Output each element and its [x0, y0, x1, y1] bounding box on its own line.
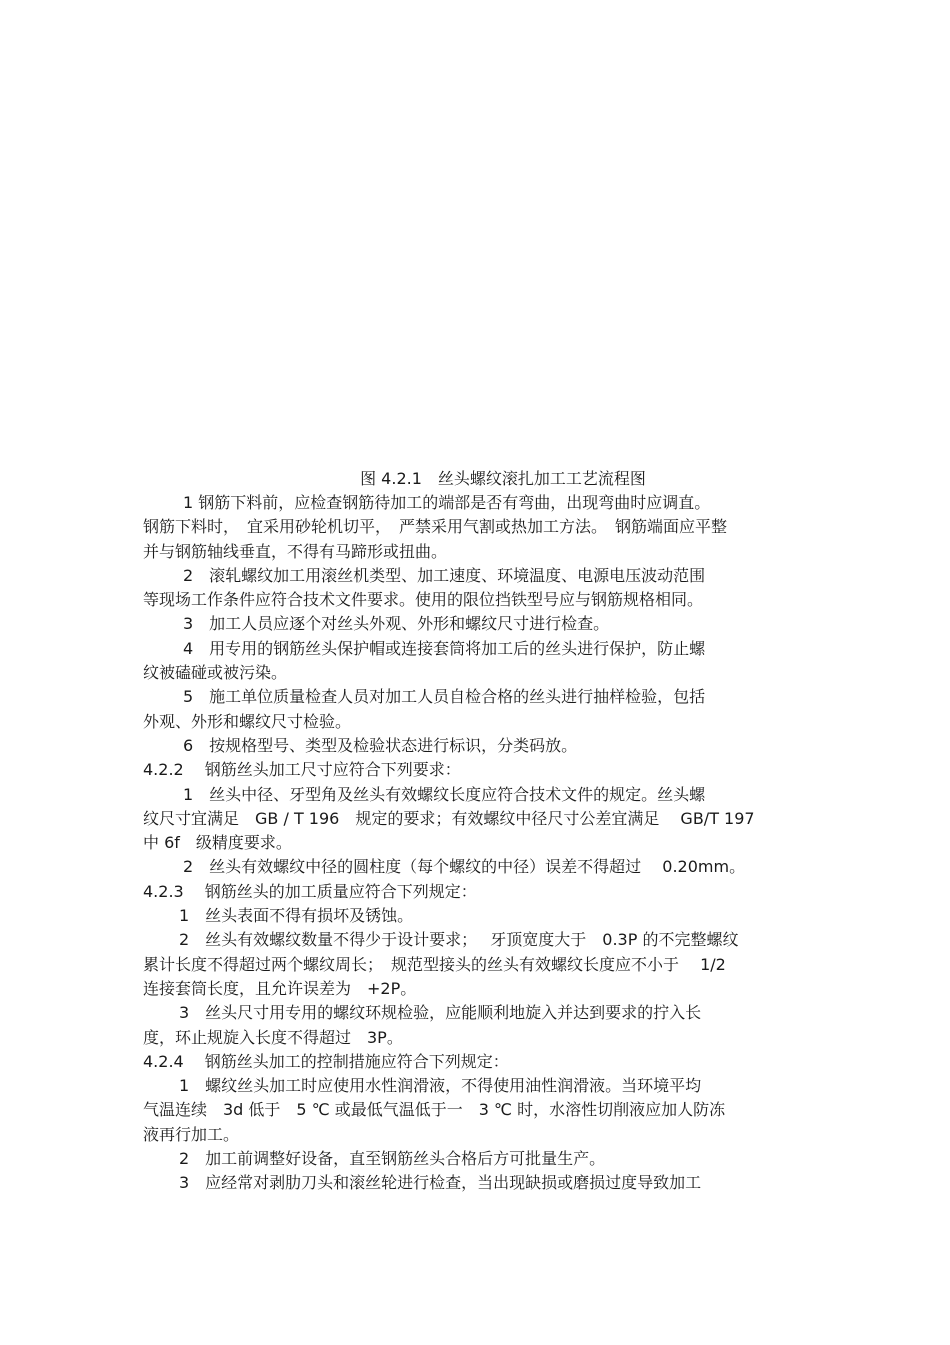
- text-line: 2 加工前调整好设备，直至钢筋丝头合格后方可批量生产。: [179, 1149, 606, 1169]
- text-line: 等现场工作条件应符合技术文件要求。使用的限位挡铁型号应与钢筋规格相同。: [143, 590, 704, 610]
- figure-caption: 图 4.2.1 丝头螺纹滚扎加工工艺流程图: [360, 469, 646, 488]
- text-line: 并与钢筋轴线垂直，不得有马蹄形或扭曲。: [143, 541, 448, 561]
- text-line: 4 用专用的钢筋丝头保护帽或连接套筒将加工后的丝头进行保护，防止螺: [183, 638, 706, 658]
- text-line: 连接套筒长度，且允许误差为 +2P。: [143, 978, 417, 998]
- text-line: 1 螺纹丝头加工时应使用水性润滑液，不得使用油性润滑液。当环境平均: [179, 1076, 702, 1096]
- text-line: 2 丝头有效螺纹数量不得少于设计要求； 牙顶宽度大于 0.3P 的不完整螺纹: [179, 930, 739, 950]
- text-line: 纹被磕碰或被污染。: [143, 663, 288, 683]
- text-line: 钢筋下料时， 宜采用砂轮机切平， 严禁采用气割或热加工方法。 钢筋端面应平整: [143, 517, 728, 537]
- text-lines: [143, 491, 823, 1196]
- text-line: 累计长度不得超过两个螺纹周长； 规范型接头的丝头有效螺纹长度应不小于 1/2: [143, 954, 726, 974]
- document-body: [143, 467, 823, 1196]
- text-line: 1 钢筋下料前，应检查钢筋待加工的端部是否有弯曲，出现弯曲时应调直。: [183, 493, 711, 512]
- text-line: 4.2.4 钢筋丝头加工的控制措施应符合下列规定：: [143, 1051, 509, 1071]
- text-line: 度，环止规旋入长度不得超过 3P。: [143, 1027, 403, 1047]
- text-line: 纹尺寸宜满足 GB / T 196 规定的要求；有效螺纹中径尺寸公差宜满足 GB/T 197: [143, 808, 755, 828]
- text-line: 6 按规格型号、类型及检验状态进行标识，分类码放。: [183, 735, 578, 755]
- text-line: 2 丝头有效螺纹中径的圆柱度（每个螺纹的中径）误差不得超过 0.20mm。: [183, 857, 746, 877]
- text-line: 1 丝头表面不得有损坏及锈蚀。: [179, 906, 414, 926]
- text-line: 5 施工单位质量检查人员对加工人员自检合格的丝头进行抽样检验，包括: [183, 687, 706, 707]
- text-line: 2 滚轧螺纹加工用滚丝机类型、加工速度、环境温度、电源电压波动范围: [183, 565, 706, 585]
- text-line: 外观、外形和螺纹尺寸检验。: [143, 711, 352, 731]
- text-line: 3 丝头尺寸用专用的螺纹环规检验，应能顺利地旋入并达到要求的拧入长: [179, 1003, 702, 1023]
- text-line: 气温连续 3d 低于 5 ℃ 或最低气温低于一 3 ℃ 时，水溶性切削液应加人防冻: [143, 1100, 726, 1120]
- text-line: 4.2.2 钢筋丝头加工尺寸应符合下列要求：: [143, 760, 461, 780]
- text-line: 4.2.3 钢筋丝头的加工质量应符合下列规定：: [143, 881, 477, 901]
- text-line: 3 加工人员应逐个对丝头外观、外形和螺纹尺寸进行检查。: [183, 614, 610, 634]
- text-line: 中 6f 级精度要求。: [143, 833, 292, 853]
- text-line: 1 丝头中径、牙型角及丝头有效螺纹长度应符合技术文件的规定。丝头螺: [183, 784, 706, 804]
- text-line: 3 应经常对剥肋刀头和滚丝轮进行检查，当出现缺损或磨损过度导致加工: [179, 1173, 702, 1193]
- text-line: 液再行加工。: [143, 1124, 240, 1144]
